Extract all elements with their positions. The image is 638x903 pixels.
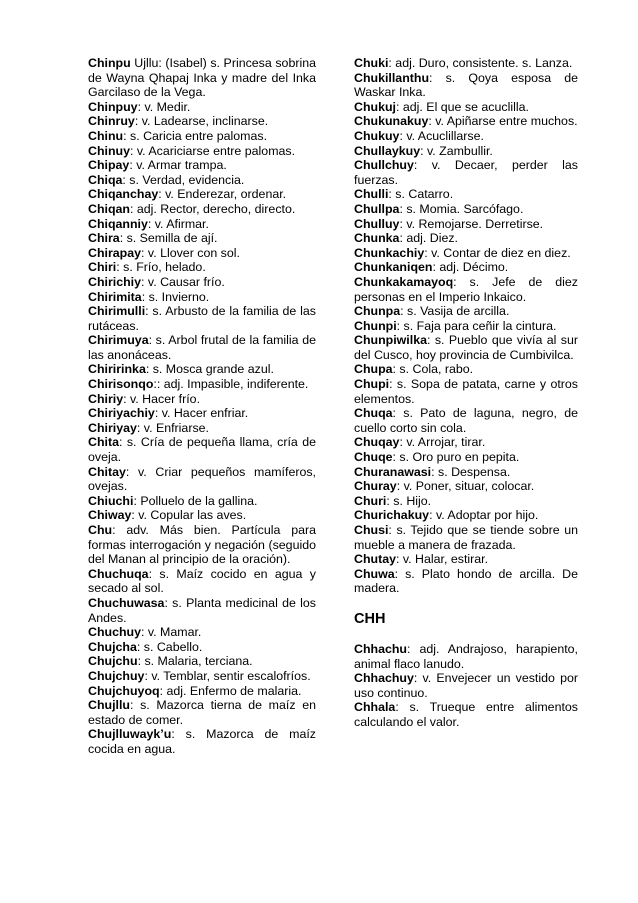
dictionary-entry	[88, 698, 316, 727]
entry-definition: :: adj. Impasible, indiferente.	[153, 377, 309, 392]
entry-definition: : s. Qoya esposa de Waskar Inka.	[354, 70, 578, 100]
entry-term: Chirapay	[88, 245, 142, 260]
entry-term: Chirimulli	[88, 304, 146, 319]
dictionary-entry	[88, 231, 316, 246]
dictionary-entry	[354, 56, 578, 71]
dictionary-entry	[88, 654, 316, 669]
dictionary-entry	[354, 523, 578, 552]
dictionary-entry	[354, 144, 578, 159]
dictionary-entry	[88, 435, 316, 464]
dictionary-entry	[88, 173, 316, 188]
entry-term: Chuqa	[354, 406, 393, 421]
entry-term: Chinpu	[88, 56, 131, 70]
entry-definition: : s. Mosca grande azul.	[145, 362, 274, 377]
entry-definition: : s. Plato hondo de arcilla. De madera.	[354, 566, 578, 596]
entry-term: Chuqe	[354, 450, 393, 465]
entry-term: Chiqan	[88, 201, 130, 216]
dictionary-entry	[88, 727, 316, 756]
entry-definition: : s. Semilla de ají.	[119, 231, 218, 246]
entry-term: Chukuj	[354, 99, 396, 114]
entry-definition: : adj. Duro, consistente. s. Lanza.	[388, 56, 573, 70]
entry-definition: : v. Temblar, sentir escalofríos.	[144, 668, 311, 683]
dictionary-entry	[354, 100, 578, 115]
entry-term: Chupa	[354, 362, 393, 377]
entry-definition: : s. Despensa.	[431, 464, 511, 479]
entry-term: Chhachu	[354, 641, 408, 656]
entry-definition: : v. Acuclillarse.	[399, 128, 484, 143]
dictionary-entry	[354, 450, 578, 465]
entry-term: Chunka	[354, 231, 400, 246]
dictionary-entry	[354, 508, 578, 523]
dictionary-entry	[88, 290, 316, 305]
entry-term: Chujchuy	[88, 668, 145, 683]
entry-term: Chuki	[354, 56, 389, 70]
dictionary-entry	[88, 114, 316, 129]
entry-term: Chirichiy	[88, 274, 142, 289]
entry-term: Chullchuy	[354, 158, 414, 173]
entry-definition: : s. Oro puro en pepita.	[392, 450, 520, 465]
entry-definition: : v. Medir.	[137, 99, 191, 114]
entry-term: Chullaykuy	[354, 143, 421, 158]
entry-definition: : s. Tejido que se tiende sobre un mueble a manera de frazada.	[354, 523, 578, 552]
entry-definition: : adv. Más bien. Partícula para formas interrogación y negación (seguido del Manan al principio de la oración).	[88, 523, 316, 567]
dictionary-entry	[354, 71, 578, 100]
dictionary-entry	[354, 567, 578, 596]
entry-term: Chirimuya	[88, 333, 149, 348]
dictionary-entry	[88, 494, 316, 509]
dictionary-entry	[88, 406, 316, 421]
entry-definition: : s. Pato de laguna, negro, de cuello corto sin cola.	[354, 406, 578, 435]
entry-definition: : adj. Rector, derecho, directo.	[130, 201, 296, 216]
entry-term: Chiriy	[88, 391, 124, 406]
entry-definition: : v. Afirmar.	[147, 216, 209, 231]
entry-term: Chhala	[354, 700, 396, 715]
entry-term: Chukillanthu	[354, 70, 430, 85]
dictionary-entry	[88, 304, 316, 333]
entry-term: Chiuchi	[88, 493, 134, 508]
entry-definition: : v. Hacer frío.	[123, 391, 201, 406]
dictionary-entry	[354, 552, 578, 567]
dictionary-entry	[88, 421, 316, 436]
dictionary-entry	[88, 158, 316, 173]
entry-definition: : s. Mazorca de maíz cocida en agua.	[88, 727, 316, 756]
entry-definition: : s. Sopa de patata, carne y otros elementos.	[354, 377, 578, 406]
entry-term: Chirimita	[88, 289, 142, 304]
dictionary-entry	[88, 377, 316, 392]
dictionary-entry	[354, 700, 578, 729]
dictionary-entry	[88, 392, 316, 407]
dictionary-entry	[88, 202, 316, 217]
entry-definition: : v. Arrojar, tirar.	[399, 435, 486, 450]
dictionary-entry	[88, 465, 316, 494]
dictionary-entry	[354, 362, 578, 377]
entry-definition: : v. Decaer, perder las fuerzas.	[354, 158, 578, 187]
dictionary-entry	[354, 333, 578, 362]
entry-definition: : s. Momia. Sarcófago.	[399, 201, 524, 216]
dictionary-entry	[88, 56, 316, 100]
entry-term: Chinu	[88, 128, 124, 143]
entry-term: Chusi	[354, 523, 389, 537]
dictionary-entry	[88, 246, 316, 261]
right-column	[354, 56, 578, 730]
entry-definition: : v. Copular las aves.	[131, 508, 247, 523]
dictionary-entry	[354, 260, 578, 275]
dictionary-entry	[88, 333, 316, 362]
dictionary-entry	[354, 304, 578, 319]
dictionary-entry	[354, 406, 578, 435]
entry-term: Chulluy	[354, 216, 400, 231]
entry-term: Chulli	[354, 187, 389, 202]
entry-term: Chhachuy	[354, 671, 414, 686]
entry-definition: : adj. Décimo.	[432, 260, 509, 275]
dictionary-entry	[88, 362, 316, 377]
dictionary-entry	[88, 567, 316, 596]
entry-definition: : s. Trueque entre alimentos calculando el valor.	[354, 700, 578, 729]
entry-term: Churichakuy	[354, 508, 430, 523]
dictionary-entry	[354, 217, 578, 232]
entry-definition: : s. Arbol frutal de la familia de las anonáceas.	[88, 333, 316, 362]
entry-definition: : s. Mazorca tierna de maíz en estado de comer.	[88, 698, 316, 727]
dictionary-entry	[88, 187, 316, 202]
dictionary-entry	[88, 508, 316, 523]
dictionary-entry	[88, 144, 316, 159]
entry-definition: : v. Envejecer un vestido por uso continuo.	[354, 671, 578, 700]
entry-definition: : v. Hacer enfriar.	[154, 406, 249, 421]
entry-definition: : s. Jefe de diez personas en el Imperio Inkaico.	[354, 274, 578, 304]
entry-term: Chujlluwayk’u	[88, 727, 172, 742]
entry-term: Chiriyay	[88, 420, 137, 435]
entry-definition: Ujllu: (Isabel) s. Princesa sobrina de Wayna Qhapaj Inka y madre del Inka Garcilaso de la Vega.	[88, 56, 316, 100]
entry-definition: : v. Acariciarse entre palomas.	[130, 143, 296, 158]
entry-definition: : v. Zambullir.	[420, 143, 493, 158]
entry-definition: : s. Arbusto de la familia de las rutáceas.	[88, 304, 316, 333]
entry-definition: : s. Hijo.	[386, 493, 432, 508]
dictionary-entry	[88, 625, 316, 640]
dictionary-entry	[354, 129, 578, 144]
dictionary-entry	[354, 319, 578, 334]
entry-term: Churay	[354, 479, 397, 494]
entry-term: Chuchuy	[88, 625, 142, 640]
entry-term: Chuqay	[354, 435, 400, 450]
entry-term: Chunpa	[354, 304, 401, 319]
entry-term: Chukuy	[354, 128, 400, 143]
entry-term: Chukunakuy	[354, 114, 429, 129]
dictionary-entry	[88, 217, 316, 232]
entry-term: Chujcha	[88, 639, 137, 654]
dictionary-entry	[354, 435, 578, 450]
entry-term: Chinpuy	[88, 99, 138, 114]
entry-definition: : s. Malaria, terciana.	[137, 654, 253, 669]
entry-definition: : v. Llover con sol.	[141, 245, 240, 260]
entry-definition: : s. Vasija de arcilla.	[400, 304, 510, 319]
entry-term: Chinuy	[88, 143, 130, 158]
entry-term: Chira	[88, 231, 120, 246]
entry-definition: : s. Verdad, evidencia.	[122, 172, 245, 187]
entry-term: Chunkakamayoq	[354, 274, 454, 289]
entry-definition: : v. Ladearse, inclinarse.	[134, 114, 269, 129]
dictionary-entry	[88, 129, 316, 144]
entry-definition: : adj. Enfermo de malaria.	[159, 683, 302, 698]
entry-term: Chiri	[88, 260, 117, 275]
entry-definition: : v. Contar de diez en diez.	[424, 245, 571, 260]
dictionary-entry	[354, 479, 578, 494]
entry-term: Chiqa	[88, 172, 123, 187]
dictionary-entry	[354, 671, 578, 700]
entry-definition: : v. Poner, situar, colocar.	[396, 479, 535, 494]
entry-definition: : s. Pueblo que vivía al sur del Cusco, hoy provincia de Cumbivilca.	[354, 333, 578, 362]
dictionary-entry	[354, 494, 578, 509]
entry-term: Chujllu	[88, 698, 130, 713]
dictionary-entry	[88, 523, 316, 567]
dictionary-entry	[88, 669, 316, 684]
dictionary-entry	[88, 100, 316, 115]
entry-term: Chiqanchay	[88, 187, 159, 202]
entry-term: Chiway	[88, 508, 132, 523]
dictionary-entry	[354, 231, 578, 246]
entry-definition: : adj. El que se acuclilla.	[396, 99, 529, 114]
dictionary-entry	[88, 640, 316, 655]
entry-term: Chunpi	[354, 318, 397, 333]
entry-term: Churi	[354, 493, 387, 508]
dictionary-entry	[354, 275, 578, 304]
entry-term: Chirisonqo	[88, 377, 154, 392]
entry-definition: : Polluelo de la gallina.	[133, 493, 258, 508]
entry-term: Chuchuwasa	[88, 595, 165, 610]
entry-term: Churanawasi	[354, 464, 432, 479]
entry-definition: : s. Invierno.	[141, 289, 210, 304]
dictionary-entry	[354, 158, 578, 187]
entry-definition: : s. Cola, rabo.	[392, 362, 474, 377]
entry-definition: : v. Mamar.	[141, 625, 202, 640]
entry-definition: : v. Causar frío.	[141, 274, 225, 289]
dictionary-entry	[354, 187, 578, 202]
entry-definition: : v. Enderezar, ordenar.	[158, 187, 287, 202]
entry-term: Chutay	[354, 552, 396, 567]
entry-definition: : v. Adoptar por hijo.	[429, 508, 539, 523]
entry-term: Chita	[88, 435, 119, 450]
entry-definition: : v. Remojarse. Derretirse.	[399, 216, 544, 231]
left-column	[88, 56, 316, 757]
entry-term: Chitay	[88, 464, 126, 479]
entry-term: Chunkachiy	[354, 245, 425, 260]
entry-definition: : s. Cabello.	[136, 639, 203, 654]
dictionary-entry	[354, 465, 578, 480]
entry-definition: : adj. Diez.	[399, 231, 458, 246]
entry-definition: : s. Caricia entre palomas.	[123, 128, 268, 143]
entry-term: Chujchu	[88, 654, 138, 669]
entry-term: Chinruy	[88, 114, 135, 129]
entry-term: Chupi	[354, 377, 390, 392]
entry-definition: : s. Frío, helado.	[116, 260, 206, 275]
entry-definition: : v. Enfriarse.	[136, 420, 209, 435]
dictionary-entry	[354, 642, 578, 671]
entry-term: Chu	[88, 523, 113, 537]
entry-term: Chuwa	[354, 566, 395, 581]
right-column-entries-chh	[354, 642, 578, 730]
dictionary-entry	[354, 202, 578, 217]
entry-term: Chiqanniy	[88, 216, 148, 231]
right-column-entries	[354, 56, 578, 596]
dictionary-entry	[354, 114, 578, 129]
dictionary-entry	[88, 684, 316, 699]
entry-term: Chujchuyoq	[88, 683, 160, 698]
entry-definition: : s. Planta medicinal de los Andes.	[88, 595, 316, 625]
dictionary-entry	[354, 377, 578, 406]
entry-definition: : s. Cría de pequeña llama, cría de oveja.	[88, 435, 316, 465]
entry-term: Chullpa	[354, 201, 400, 216]
entry-term: Chunpiwilka	[354, 333, 427, 348]
entry-definition: : s. Faja para ceñir la cintura.	[396, 318, 557, 333]
dictionary-entry	[88, 596, 316, 625]
entry-term: Chiriyachiy	[88, 406, 155, 421]
entry-definition: : v. Criar pequeños mamíferos, ovejas.	[88, 464, 316, 494]
entry-term: Chunkaniqen	[354, 260, 433, 275]
entry-definition: : v. Halar, estirar.	[396, 552, 489, 567]
entry-definition: : adj. Andrajoso, harapiento, animal flaco lanudo.	[354, 641, 578, 671]
dictionary-entry	[354, 246, 578, 261]
entry-definition: : v. Armar trampa.	[129, 158, 227, 173]
entry-term: Chiririnka	[88, 362, 146, 377]
dictionary-entry	[88, 275, 316, 290]
dictionary-entry	[88, 260, 316, 275]
entry-definition: : s. Maíz cocido en agua y secado al sol.	[88, 566, 316, 596]
entry-term: Chipay	[88, 158, 130, 173]
section-heading: CHH	[354, 610, 386, 627]
entry-definition: : s. Catarro.	[388, 187, 454, 202]
entry-term: Chuchuqa	[88, 566, 149, 581]
entry-definition: : v. Apiñarse entre muchos.	[428, 114, 578, 129]
